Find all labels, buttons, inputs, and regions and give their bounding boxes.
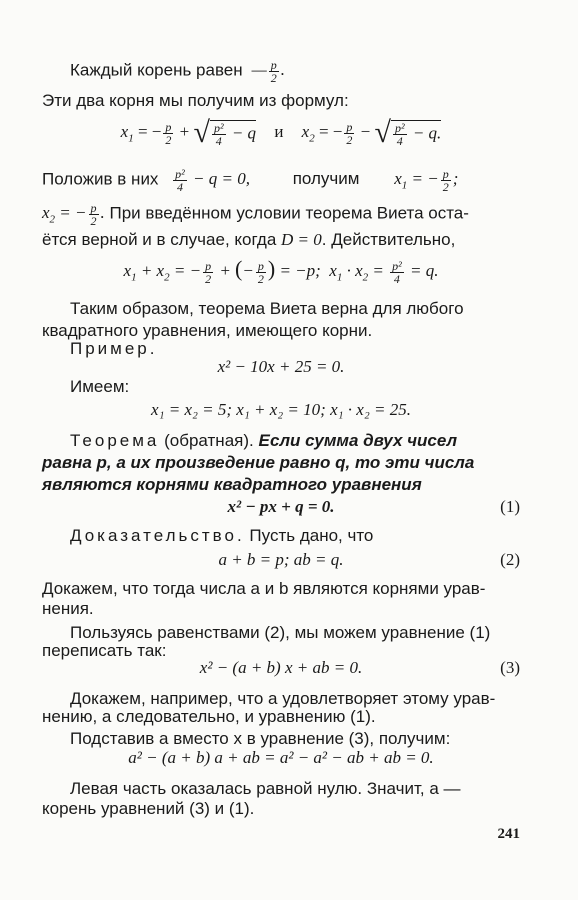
text-line-using-1: Пользуясь равенствами (2), мы можем уравнение (1) (70, 623, 491, 642)
text-line-formulas-intro: Эти два корня мы получим из формул: (42, 91, 349, 110)
theorem-line-1 (70, 430, 520, 452)
text-line-substitution: Положив в них $\frac{\text{p²}}{4}$ − q = 0, получим $x_1$ = − $\frac{p}{2}$ ; (42, 167, 459, 194)
vieta-cond-text: При введённом условии теорема Виета оста- (109, 203, 469, 223)
equation-3: x² − (a + b) x + ab = 0. (199, 658, 363, 677)
root-formulas: $x_1$ = − $\frac{p}{2}$ + √ $\frac{\text{p²}}{4}$ − q и $x_2$ = − $\frac{p}{2}$ − √ $\frac{\text{p²}}{4}$ − q. (120, 116, 442, 149)
example-label: Пример. (70, 339, 158, 358)
text-line-prove-1: Докажем, что тогда числа a и b являются корнями урав- (42, 579, 486, 598)
equation-2: a + b = p; ab = q. (218, 550, 344, 569)
text-line-d-zero: ётся верной и в случае, когда D = 0. Действительно, (42, 230, 456, 249)
equation-3-number: (3) (500, 658, 520, 677)
theorem-text-1: Если сумма двух чисел (258, 431, 458, 450)
text-line-substitute: Подставив a вместо x в уравнение (3), получим: (70, 729, 451, 748)
we-have-label: Имеем: (70, 377, 130, 396)
and-word: и (274, 121, 284, 141)
text-line-prove-3: Докажем, например, что a удовлетворяет этому урав- (70, 689, 496, 708)
obtain-text: получим (292, 169, 360, 189)
d-equals-zero: D = 0 (281, 230, 322, 249)
text-line-prove-4: нению, а следовательно, и уравнению (1). (42, 707, 376, 726)
text-line-left-side-1: Левая часть оказалась равной нулю. Значит, a — (70, 779, 461, 798)
minus-p-over-2: — $\frac{p}{2}$ . (247, 58, 285, 85)
theorem-label: Теорема (70, 431, 160, 450)
text-line-conclusion-1: Таким образом, теорема Виета верна для любого (70, 299, 464, 318)
example-roots: x₁ = x₂ = 5; x₁ + x₂ = 10; x₁ · x₂ = 25. (151, 400, 411, 419)
theorem-line-3: являются корнями квадратного уравнения (42, 475, 422, 494)
text-line-conclusion-2: квадратного уравнения, имеющего корни. (42, 321, 373, 340)
root-equal-text: Каждый корень равен (70, 60, 243, 80)
text-line-prove-2: нения. (42, 599, 94, 618)
equation-1-number: (1) (500, 497, 520, 516)
d-zero-text: ётся верной и в случае, когда (42, 230, 277, 249)
page-number: 241 (497, 826, 520, 842)
equation-1: x² − px + q = 0. (227, 497, 335, 516)
text-line-left-side-2: корень уравнений (3) и (1). (42, 799, 255, 818)
equation-2-number: (2) (500, 550, 520, 569)
put-in-text: Положив в них (42, 169, 159, 189)
proof-line (70, 525, 520, 547)
substitution-equation: a² − (a + b) a + ab = a² − a² − ab + ab = 0. (128, 748, 434, 767)
example-equation: x² − 10x + 25 = 0. (217, 357, 345, 376)
proof-label: Доказательство. (70, 526, 245, 545)
proof-text: Пусть дано, что (249, 526, 374, 545)
theorem-line-2: равна p, а их произведение равно q, то эти числа (42, 453, 475, 472)
theorem-converse: (обратная). (164, 431, 254, 450)
vieta-check-equation: $x_1 + x_2$ = − $\frac{p}{2}$ + (− $\frac{p}{2}$ ) = −p; $x_1 \cdot x_2$ = $\frac{\text{p²}}{4}$ = q. (123, 256, 439, 286)
text-line-root-equal (70, 59, 520, 84)
text-line-using-2: переписать так: (42, 641, 167, 660)
text-line-vieta-cond: $x_2$ = − $\frac{p}{2}$ . При введённом условии теорема Виета оста- (42, 201, 469, 228)
